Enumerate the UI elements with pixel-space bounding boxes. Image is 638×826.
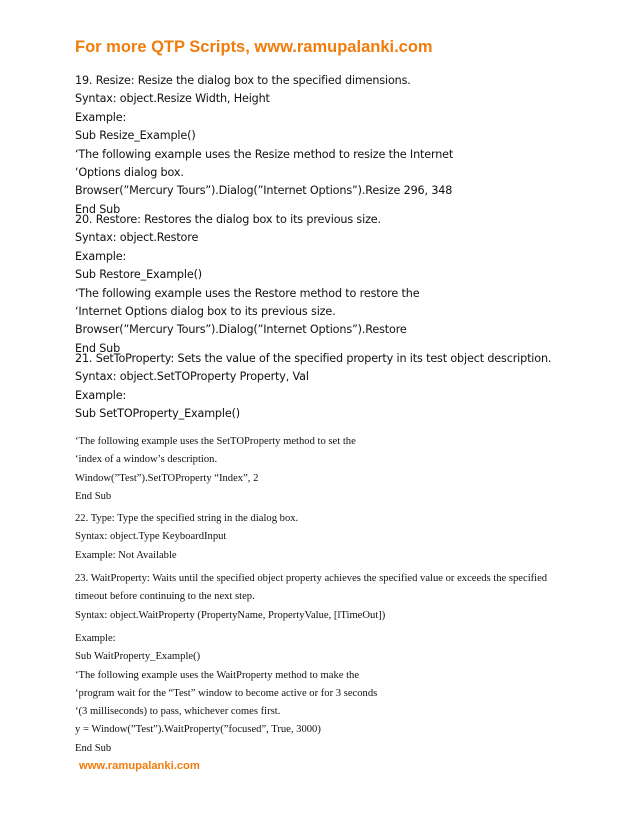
section-waitproperty-example [75,630,620,758]
text-line: Browser(”Mercury Tours”).Dialog(”Internet Options”).Resize 296, 348 [75,184,453,198]
section-restore [75,211,620,358]
text-line: Example: Not Available [75,549,177,561]
text-line: Example: [75,633,116,644]
text-line: Browser(”Mercury Tours”).Dialog(”Internet Options”).Restore [75,323,407,337]
text-line: 23. WaitProperty: Waits until the specified object property achieves the specified value or exceeds the specified [75,573,548,584]
text-line: 21. SetToProperty: Sets the value of the specified property in its test object description. [75,352,552,365]
page-header: For more QTP Scripts, www.ramupalanki.com [75,38,433,56]
section-settoproperty-body [75,433,620,506]
section-waitproperty [75,570,620,625]
text-line: Sub Restore_Example() [75,268,203,282]
text-line: Syntax: object.SetTOProperty Property, Val [75,370,309,384]
footer-link[interactable]: www.ramupalanki.com [79,760,200,772]
text-line: 22. Type: Type the specified string in the dialog box. [75,513,299,524]
text-line: End Sub [75,742,112,754]
text-line: Example: [75,110,127,124]
section-settoproperty [75,350,620,424]
text-line: End Sub [75,341,121,355]
text-line: Sub Resize_Example() [75,129,196,143]
text-line: Sub WaitProperty_Example() [75,651,201,663]
text-line: Syntax: object.Restore [75,231,199,245]
text-line: ‘(3 milliseconds) to pass, whichever comes first. [75,706,281,718]
text-line: y = Window(”Test”).WaitProperty(”focused”, True, 3000) [75,724,321,736]
text-line: ‘The following example uses the SetTOProperty method to set the [75,436,356,447]
section-resize [75,72,620,219]
text-line: 19. Resize: Resize the dialog box to the specified dimensions. [75,74,411,87]
text-line: timeout before continuing to the next step. [75,591,255,603]
text-line: ‘The following example uses the WaitProperty method to make the [75,669,360,681]
text-line: Sub SetTOProperty_Example() [75,407,241,421]
text-line: 20. Restore: Restores the dialog box to its previous size. [75,213,381,226]
text-line: ‘Internet Options dialog box to its previous size. [75,305,336,319]
section-type [75,510,620,565]
text-line: Syntax: object.Resize Width, Height [75,92,270,106]
text-line: Syntax: object.WaitProperty (PropertyName, PropertyValue, [lTimeOut]) [75,609,386,621]
text-line: ‘index of a window’s description. [75,454,218,466]
text-line: Syntax: object.Type KeyboardInput [75,531,227,543]
text-line: ‘The following example uses the Restore method to restore the [75,286,420,300]
text-line: Window(”Test”).SetTOProperty “Index”, 2 [75,472,259,484]
text-line: Example: [75,249,127,263]
text-line: ‘program wait for the “Test” window to become active or for 3 seconds [75,687,378,699]
text-line: Example: [75,388,127,402]
text-line: ‘Options dialog box. [75,166,184,180]
text-line: End Sub [75,202,121,216]
text-line: End Sub [75,490,112,502]
text-line: ‘The following example uses the Resize method to resize the Internet [75,147,454,161]
